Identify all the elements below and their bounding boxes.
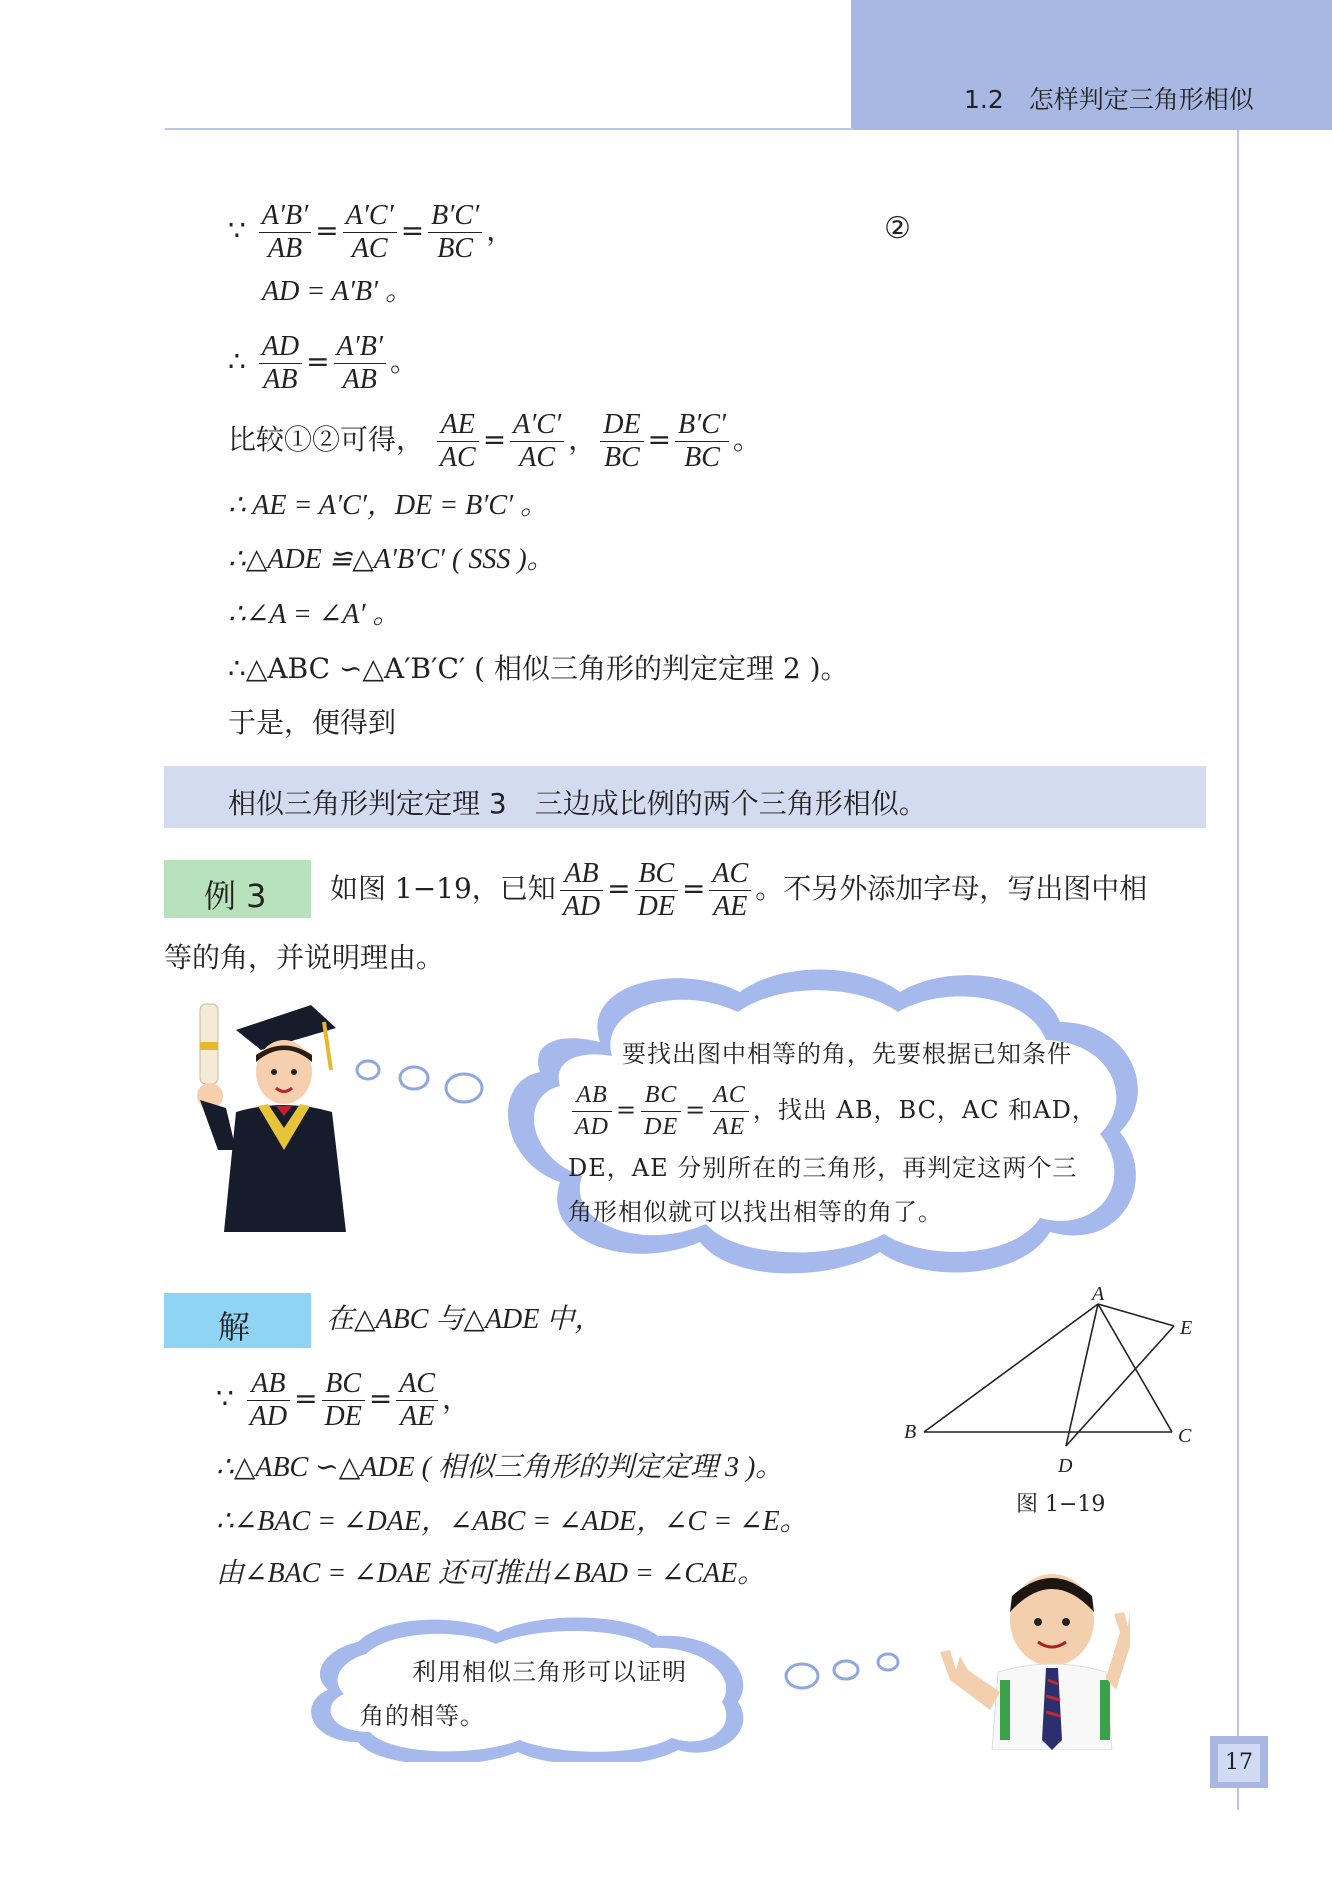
page-number: 17	[1218, 1744, 1260, 1782]
solution-line-5: 由∠BAC = ∠DAE 还可推出∠BAD = ∠CAE。	[216, 1558, 766, 1589]
fraction: $\frac{AC}{AE}$	[710, 1082, 749, 1141]
thought-dots	[352, 1048, 492, 1108]
figure-caption: 图 1−19	[1016, 1492, 1106, 1517]
solution-line-3: ∴△ABC ∽△ADE ( 相似三角形的判定定理 3 )。	[216, 1452, 784, 1483]
proof-line-5: ∴ AE = A′C′，DE = B′C′ 。	[228, 490, 549, 521]
boy-illustration	[920, 1560, 1130, 1750]
bubble2-line-2: 角的相等。	[360, 1702, 485, 1730]
example-line-1: 如图 1−19，已知 $\frac{AB}{AD}$ = $\frac{BC}{DE}$ = $\frac{AC}{AE}$ 。不另外添加字母，写出图中相	[330, 858, 1148, 922]
fraction: $\frac{A'B'}{AB}$	[259, 202, 311, 263]
because-symbol: ∵	[228, 214, 246, 247]
fraction: $\frac{A'C'}{AC}$	[510, 411, 564, 472]
fraction: $\frac{AC}{AE}$	[396, 1370, 438, 1431]
bubble1-line-4: 角形相似就可以找出相等的角了。	[568, 1198, 943, 1226]
proof-line-2: AD = A′B′ 。	[262, 276, 414, 307]
solution-line-2: ∵ $\frac{AB}{AD}$ = $\frac{BC}{DE}$ = $\frac{AC}{AE}$ ，	[216, 1368, 471, 1432]
solution-line-4: ∴∠BAC = ∠DAE，∠ABC = ∠ADE，∠C = ∠E。	[216, 1506, 808, 1537]
proof-line-6: ∴△ADE ≌△A′B′C′ ( SSS )。	[228, 544, 555, 575]
fraction: $\frac{AB}{AD}$	[572, 1082, 612, 1141]
label-C: C	[1178, 1425, 1192, 1447]
example-label: 例 3	[204, 877, 267, 915]
bubble1-line-3: DE，AE 分别所在的三角形，再判定这两个三	[568, 1154, 1078, 1182]
fraction: $\frac{AD}{AB}$	[259, 333, 302, 394]
proof-line-7: ∴∠A = ∠A′ 。	[228, 599, 401, 630]
solution-label: 解	[218, 1308, 251, 1346]
margin-rule	[1237, 130, 1239, 1810]
solution-line-1: 在△ABC 与△ADE 中，	[326, 1304, 603, 1335]
fraction: $\frac{B'C'}{BC}$	[675, 411, 729, 472]
fraction: $\frac{AE}{AC}$	[437, 411, 479, 472]
triangle-figure	[900, 1280, 1210, 1480]
label-B: B	[904, 1421, 917, 1443]
fraction: $\frac{BC}{DE}$	[635, 860, 678, 921]
fraction: $\frac{A'C'}{AC}$	[343, 202, 397, 263]
fraction: $\frac{DE}{BC}$	[600, 411, 643, 472]
section-title: 1.2 怎样判定三角形相似	[964, 85, 1254, 114]
bubble1-line-1: 要找出图中相等的角，先要根据已知条件	[622, 1040, 1072, 1068]
bubble1-line-2: $\frac{AB}{AD}$ = $\frac{BC}{DE}$ = $\frac{AC}{AE}$ ，找出 AB，BC，AC 和AD，	[568, 1082, 1097, 1141]
example-line-2: 等的角，并说明理由。	[164, 941, 445, 974]
equation-number: ②	[884, 211, 911, 246]
fraction: $\frac{B'C'}{BC}$	[428, 202, 482, 263]
fraction: $\frac{BC}{DE}$	[641, 1082, 681, 1141]
fraction: $\frac{AB}{AD}$	[247, 1370, 290, 1431]
proof-line-8: ∴△ABC ∽△A′B′C′ ( 相似三角形的判定定理 2 )。	[228, 652, 849, 685]
label-E: E	[1180, 1317, 1193, 1339]
thought-dots-2	[780, 1646, 910, 1696]
bubble2-line-1: 利用相似三角形可以证明	[412, 1658, 687, 1686]
label-D: D	[1058, 1455, 1073, 1477]
graduate-child-illustration	[196, 1000, 356, 1232]
proof-line-1: ∵ $\frac{A'B'}{AB}$ = $\frac{A'C'}{AC}$ = $\frac{B'C'}{BC}$ ，	[228, 200, 515, 264]
label-A: A	[1092, 1283, 1105, 1305]
fraction: $\frac{A'B'}{AB}$	[334, 333, 386, 394]
header-rule	[165, 128, 853, 130]
proof-line-4: 比较①②可得， $\frac{AE}{AC}$ = $\frac{A'C'}{AC}$ ， $\frac{DE}{BC}$ = $\frac{B'C'}{BC}$ 。	[228, 409, 762, 473]
fraction: $\frac{AC}{AE}$	[709, 860, 751, 921]
proof-line-9: 于是，便得到	[228, 706, 397, 739]
proof-line-3: ∴ $\frac{AD}{AB}$ = $\frac{A'B'}{AB}$ 。	[228, 331, 419, 395]
theorem-text: 相似三角形判定定理 3 三边成比例的两个三角形相似。	[228, 787, 927, 820]
fraction: $\frac{AB}{AD}$	[560, 860, 603, 921]
fraction: $\frac{BC}{DE}$	[322, 1370, 365, 1431]
thought-bubble-2	[298, 1612, 768, 1762]
